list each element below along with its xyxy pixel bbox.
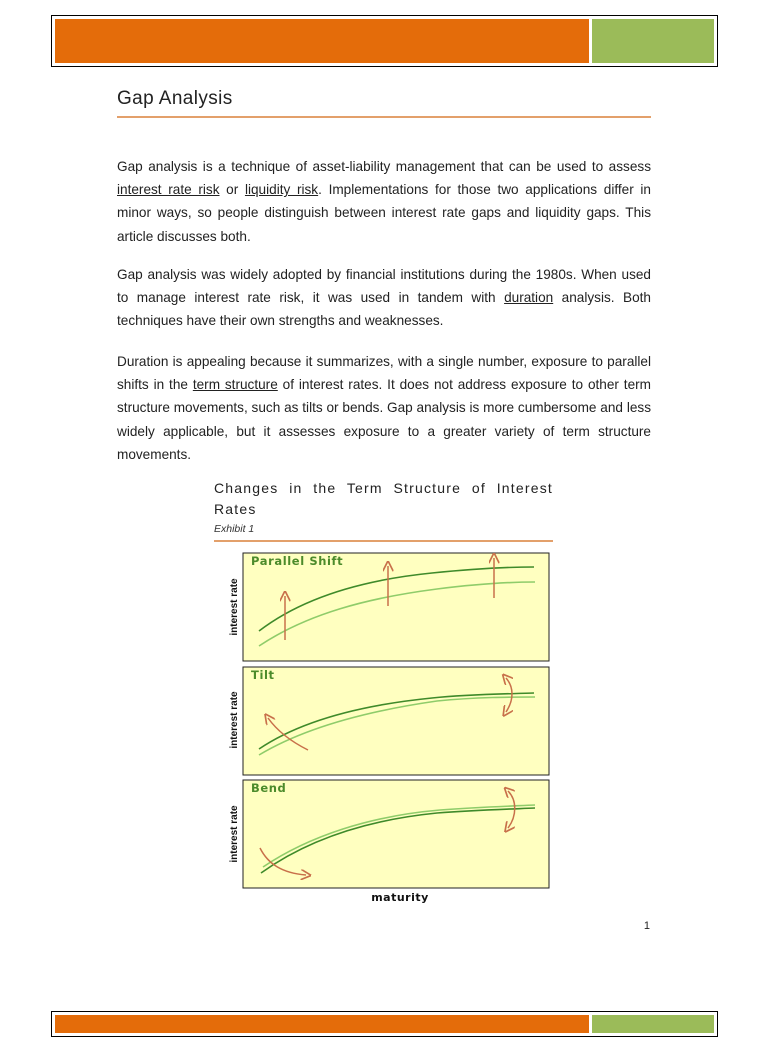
y-axis-label: interest rate: [229, 691, 240, 749]
footer-banner: [51, 1011, 718, 1037]
page-number: 1: [643, 920, 650, 932]
footer-banner-green: [592, 1015, 714, 1033]
panel-label: Parallel Shift: [251, 554, 344, 568]
panel-label: Tilt: [251, 668, 275, 682]
header-banner: [51, 15, 718, 67]
panel-bend: [229, 780, 549, 888]
panel-label: Bend: [251, 781, 287, 795]
page-title: Gap Analysis: [117, 88, 651, 118]
x-axis-label: maturity: [371, 891, 429, 904]
footer-banner-orange: [55, 1015, 589, 1033]
panel-background: [243, 667, 549, 775]
paragraph-text: Gap analysis was widely adopted by financial institutions during the 1980s. When used to manage interest rate risk, it was used in tandem with: [117, 267, 651, 306]
paragraph-text: of interest rates. It does not address exposure to other term structure movements, such as tilts or bends. Gap analysis is more cumbersome and less widely applicable, but it assesses exposure to a greater variety of term structure movements.: [117, 377, 651, 462]
panel-tilt: [229, 667, 549, 775]
paragraph-text: or: [219, 182, 245, 198]
paragraph-text: Duration is appealing because it summarizes, with a single number, exposure to parallel shifts in the: [117, 354, 651, 393]
term-structure-exhibit: [222, 548, 554, 906]
link-liquidity-risk[interactable]: liquidity risk: [244, 182, 319, 198]
header-banner-orange: [55, 19, 589, 63]
y-axis-label: interest rate: [229, 578, 240, 636]
panel-parallel-shift: [229, 553, 549, 661]
paragraph-2: [117, 263, 651, 333]
header-banner-green: [592, 19, 714, 63]
link-term-structure[interactable]: term structure: [192, 377, 278, 393]
paragraph-1: [117, 155, 651, 248]
paragraph-3: [117, 350, 651, 466]
paragraph-text: . Implementations for those two applications differ in minor ways, so people distinguish between interest rate gaps and liquidity gaps. This article discusses both.: [117, 182, 651, 244]
exhibit-subtitle: Exhibit 1: [214, 523, 553, 542]
link-interest-rate-risk[interactable]: interest rate risk: [117, 182, 220, 198]
exhibit-title: Changes in the Term Structure of Interest Rates: [214, 480, 553, 517]
paragraph-text: analysis. Both techniques have their own strengths and weaknesses.: [117, 290, 651, 329]
panel-background: [243, 553, 549, 661]
paragraph-text: Gap analysis is a technique of asset-liability management that can be used to assess: [117, 159, 651, 174]
y-axis-label: interest rate: [229, 805, 240, 863]
link-duration[interactable]: duration: [504, 290, 554, 306]
